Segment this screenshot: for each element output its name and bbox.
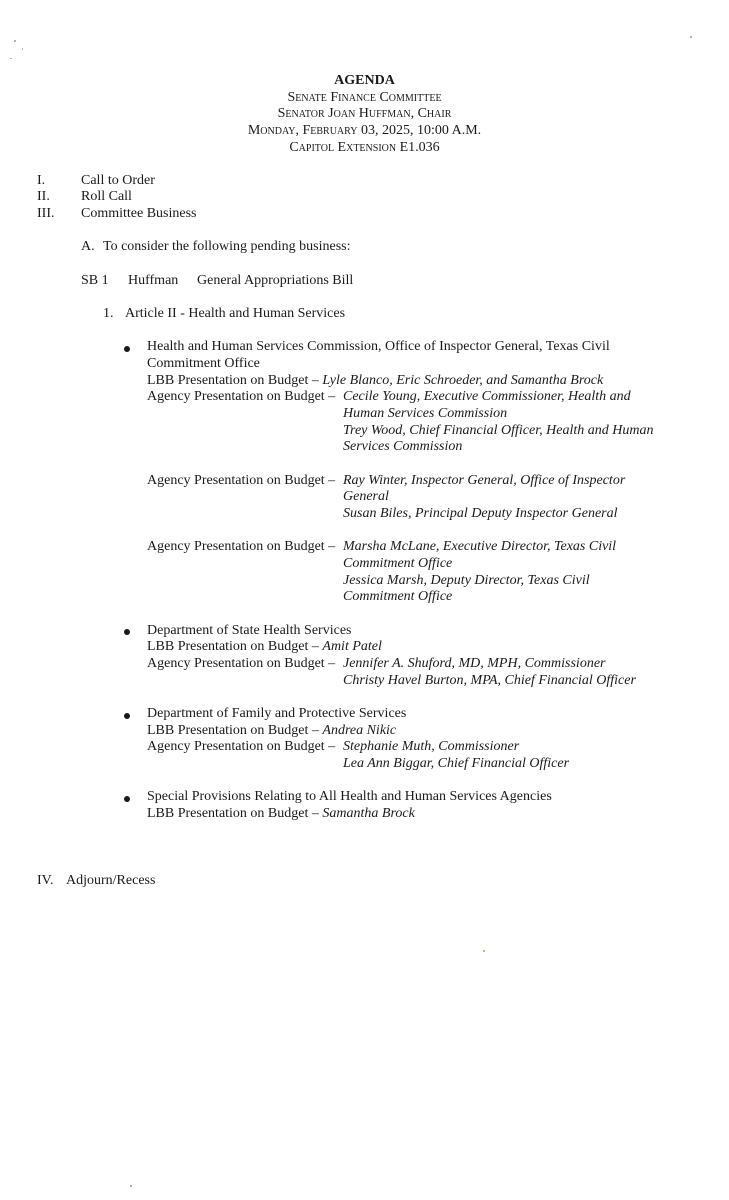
scan-speck bbox=[483, 950, 485, 952]
presenter-line: Commitment Office bbox=[343, 589, 453, 604]
outline-number: IV. bbox=[37, 873, 54, 888]
lbb-prefix: LBB Presentation on Budget – bbox=[147, 723, 323, 738]
presenter-line: Susan Biles, Principal Deputy Inspector General bbox=[343, 506, 618, 521]
outline-label-call-to-order: Call to Order bbox=[81, 173, 155, 188]
outline-number: II. bbox=[37, 189, 50, 204]
presenter-line: Commitment Office bbox=[343, 556, 453, 571]
lbb-presentation-line bbox=[147, 373, 603, 390]
meeting-date: Monday, February 03, 2025, 10:00 A.M. bbox=[247, 123, 482, 139]
lbb-prefix: LBB Presentation on Budget – bbox=[147, 806, 323, 821]
scan-speck bbox=[22, 48, 23, 50]
bill-number: SB 1 bbox=[81, 273, 109, 288]
lbb-presenters: Amit Patel bbox=[322, 639, 382, 654]
article-number: 1. bbox=[103, 306, 114, 321]
bill-author: Huffman bbox=[128, 273, 179, 288]
agency-name: Health and Human Services Commission, Office of Inspector General, Texas Civil bbox=[147, 339, 610, 354]
agenda-header bbox=[0, 73, 729, 157]
presenter-line: Jessica Marsh, Deputy Director, Texas Civil bbox=[343, 573, 590, 588]
agency-name: Department of Family and Protective Services bbox=[147, 706, 407, 721]
scan-speck bbox=[690, 36, 692, 38]
presenter-line: Marsha McLane, Executive Director, Texas Civil bbox=[343, 539, 617, 554]
presenter-line: Human Services Commission bbox=[343, 406, 508, 421]
agency-presentation-prefix: Agency Presentation on Budget – bbox=[147, 473, 336, 488]
scan-speck bbox=[14, 40, 16, 42]
bullet-icon bbox=[124, 796, 130, 802]
outline-label-roll-call: Roll Call bbox=[81, 189, 132, 204]
lbb-presentation-line bbox=[147, 806, 415, 823]
chair-name: Senator Joan Huffman, Chair bbox=[277, 106, 452, 122]
outline-label-committee-business: Committee Business bbox=[81, 206, 197, 221]
presenter-line: Ray Winter, Inspector General, Office of Inspector bbox=[343, 473, 626, 488]
presenter-line: Lea Ann Biggar, Chief Financial Officer bbox=[343, 756, 570, 771]
meeting-location: Capitol Extension E1.036 bbox=[289, 139, 440, 155]
scan-speck bbox=[130, 1185, 132, 1187]
agency-presentation-prefix: Agency Presentation on Budget – bbox=[147, 389, 336, 404]
agency-name: Department of State Health Services bbox=[147, 623, 352, 638]
presenter-line: Services Commission bbox=[343, 439, 463, 454]
lbb-presenters: Samantha Brock bbox=[322, 806, 415, 821]
bullet-icon bbox=[124, 629, 130, 635]
pending-text: To consider the following pending business: bbox=[103, 239, 351, 254]
lbb-prefix: LBB Presentation on Budget – bbox=[147, 639, 323, 654]
lbb-presentation-line bbox=[147, 723, 396, 740]
bill-caption: General Appropriations Bill bbox=[197, 273, 354, 288]
presenter-line: Jennifer A. Shuford, MD, MPH, Commissioner bbox=[343, 656, 606, 671]
lbb-presenters: Andrea Nikic bbox=[322, 723, 397, 738]
page-title: AGENDA bbox=[334, 73, 395, 88]
agency-presentation-prefix: Agency Presentation on Budget – bbox=[147, 539, 336, 554]
outline-number: III. bbox=[37, 206, 55, 221]
bullet-icon bbox=[124, 713, 130, 719]
scan-speck bbox=[10, 58, 12, 59]
presenter-line: Stephanie Muth, Commissioner bbox=[343, 739, 520, 754]
lbb-presenters: Lyle Blanco, Eric Schroeder, and Samantha Brock bbox=[322, 373, 604, 388]
agency-name: Special Provisions Relating to All Health and Human Services Agencies bbox=[147, 789, 552, 804]
committee-name: Senate Finance Committee bbox=[287, 89, 442, 105]
agency-name-cont: Commitment Office bbox=[147, 356, 260, 371]
pending-letter: A. bbox=[81, 239, 95, 254]
presenter-line: General bbox=[343, 489, 389, 504]
article-text: Article II - Health and Human Services bbox=[125, 306, 346, 321]
presenter-line: Christy Havel Burton, MPA, Chief Financial Officer bbox=[343, 673, 636, 688]
agency-presentation-prefix: Agency Presentation on Budget – bbox=[147, 739, 336, 754]
outline-number: I. bbox=[37, 173, 46, 188]
agency-presentation-prefix: Agency Presentation on Budget – bbox=[147, 656, 336, 671]
bullet-icon bbox=[124, 346, 130, 352]
lbb-presentation-line bbox=[147, 639, 382, 656]
presenter-line: Cecile Young, Executive Commissioner, Health and bbox=[343, 389, 631, 404]
presenter-line: Trey Wood, Chief Financial Officer, Health and Human bbox=[343, 423, 654, 438]
outline-label-adjourn: Adjourn/Recess bbox=[66, 873, 156, 888]
lbb-prefix: LBB Presentation on Budget – bbox=[147, 373, 323, 388]
